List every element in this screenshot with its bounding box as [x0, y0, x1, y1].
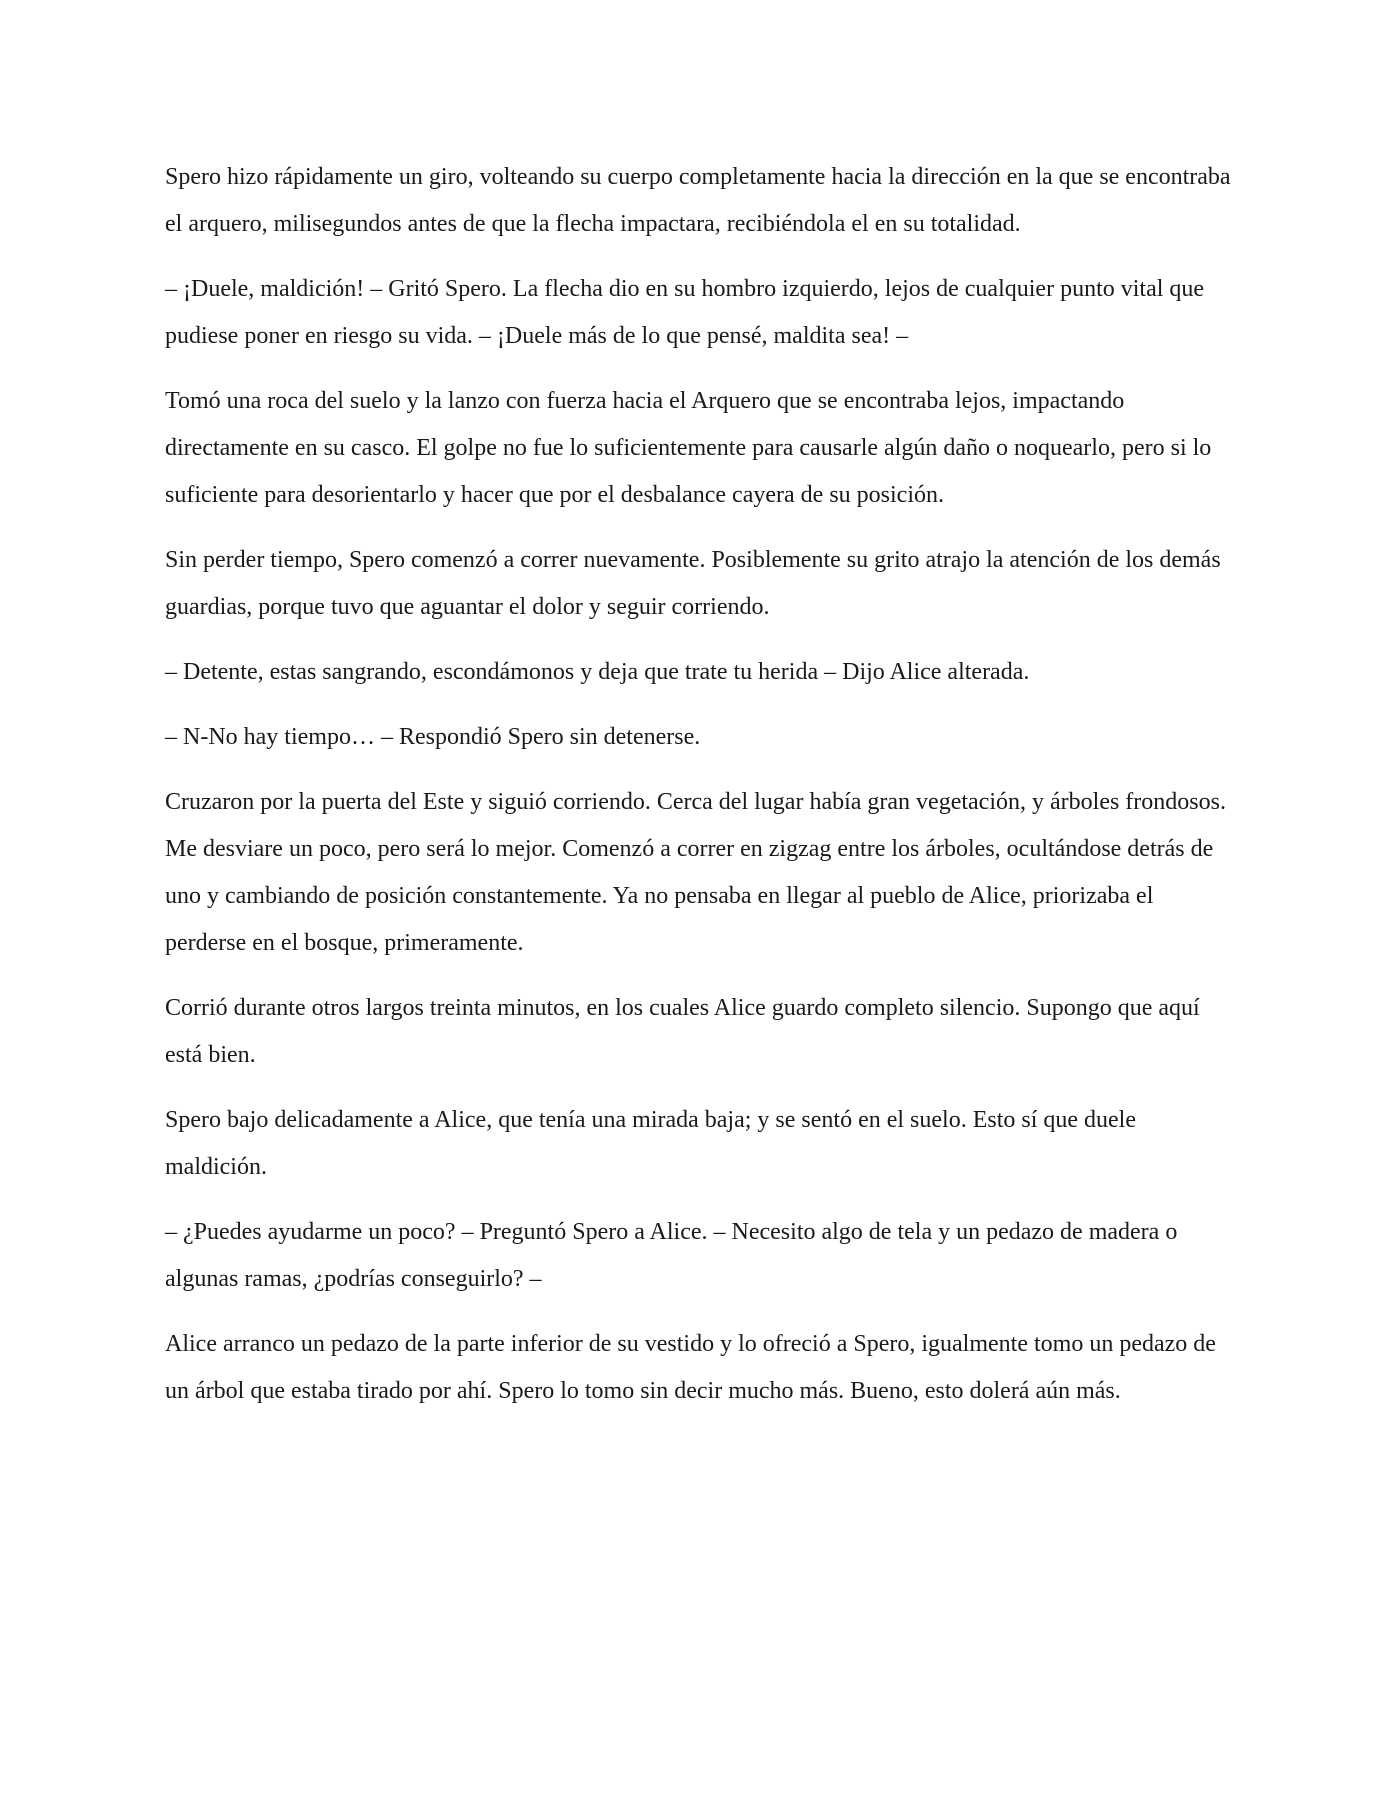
- paragraph-10: – ¿Puedes ayudarme un poco? – Preguntó Spero a Alice. – Necesito algo de tela y un pedazo de madera o algunas ramas, ¿podrías conseguirlo? –: [165, 1219, 1178, 1292]
- paragraph-9: Spero bajo delicadamente a Alice, que tenía una mirada baja; y se sentó en el suelo. Esto sí que duele maldición.: [165, 1107, 1137, 1180]
- paragraph-7: Cruzaron por la puerta del Este y siguió corriendo. Cerca del lugar había gran vegetación, y árboles frondosos. Me desviare un poco, pero será lo mejor. Comenzó a correr en zigzag entre los árboles, ocultándose detrás de uno y cambiando de posición constantemente. Ya no pensaba en llegar al pueblo de Alice, priorizaba el perderse en el bosque, primeramente.: [165, 789, 1226, 956]
- paragraph-2: – ¡Duele, maldición! – Gritó Spero. La flecha dio en su hombro izquierdo, lejos de cualquier punto vital que pudiese poner en riesgo su vida. – ¡Duele más de lo que pensé, maldita sea! –: [165, 276, 1205, 349]
- paragraph-8: Corrió durante otros largos treinta minutos, en los cuales Alice guardo completo silencio. Supongo que aquí está bien.: [165, 995, 1200, 1068]
- paragraph-4: Sin perder tiempo, Spero comenzó a correr nuevamente. Posiblemente su grito atrajo la atención de los demás guardias, porque tuvo que aguantar el dolor y seguir corriendo.: [165, 547, 1221, 620]
- paragraph-6: – N-No hay tiempo… – Respondió Spero sin detenerse.: [165, 724, 701, 750]
- paragraph-1: Spero hizo rápidamente un giro, volteando su cuerpo completamente hacia la dirección en la que se encontraba el arquero, milisegundos antes de que la flecha impactara, recibiéndola el en su totalidad.: [165, 164, 1231, 237]
- paragraph-5: – Detente, estas sangrando, escondámonos y deja que trate tu herida – Dijo Alice alterada.: [165, 659, 1030, 685]
- paragraph-11: Alice arranco un pedazo de la parte inferior de su vestido y lo ofreció a Spero, igualmente tomo un pedazo de un árbol que estaba tirado por ahí. Spero lo tomo sin decir mucho más. Bueno, esto dolerá aún más.: [165, 1331, 1216, 1404]
- document-body: [165, 154, 1235, 1415]
- paragraph-3: Tomó una roca del suelo y la lanzo con fuerza hacia el Arquero que se encontraba lejos, impactando directamente en su casco. El golpe no fue lo suficientemente para causarle algún daño o noquearlo, pero si lo suficiente para desorientarlo y hacer que por el desbalance cayera de su posición.: [165, 388, 1212, 508]
